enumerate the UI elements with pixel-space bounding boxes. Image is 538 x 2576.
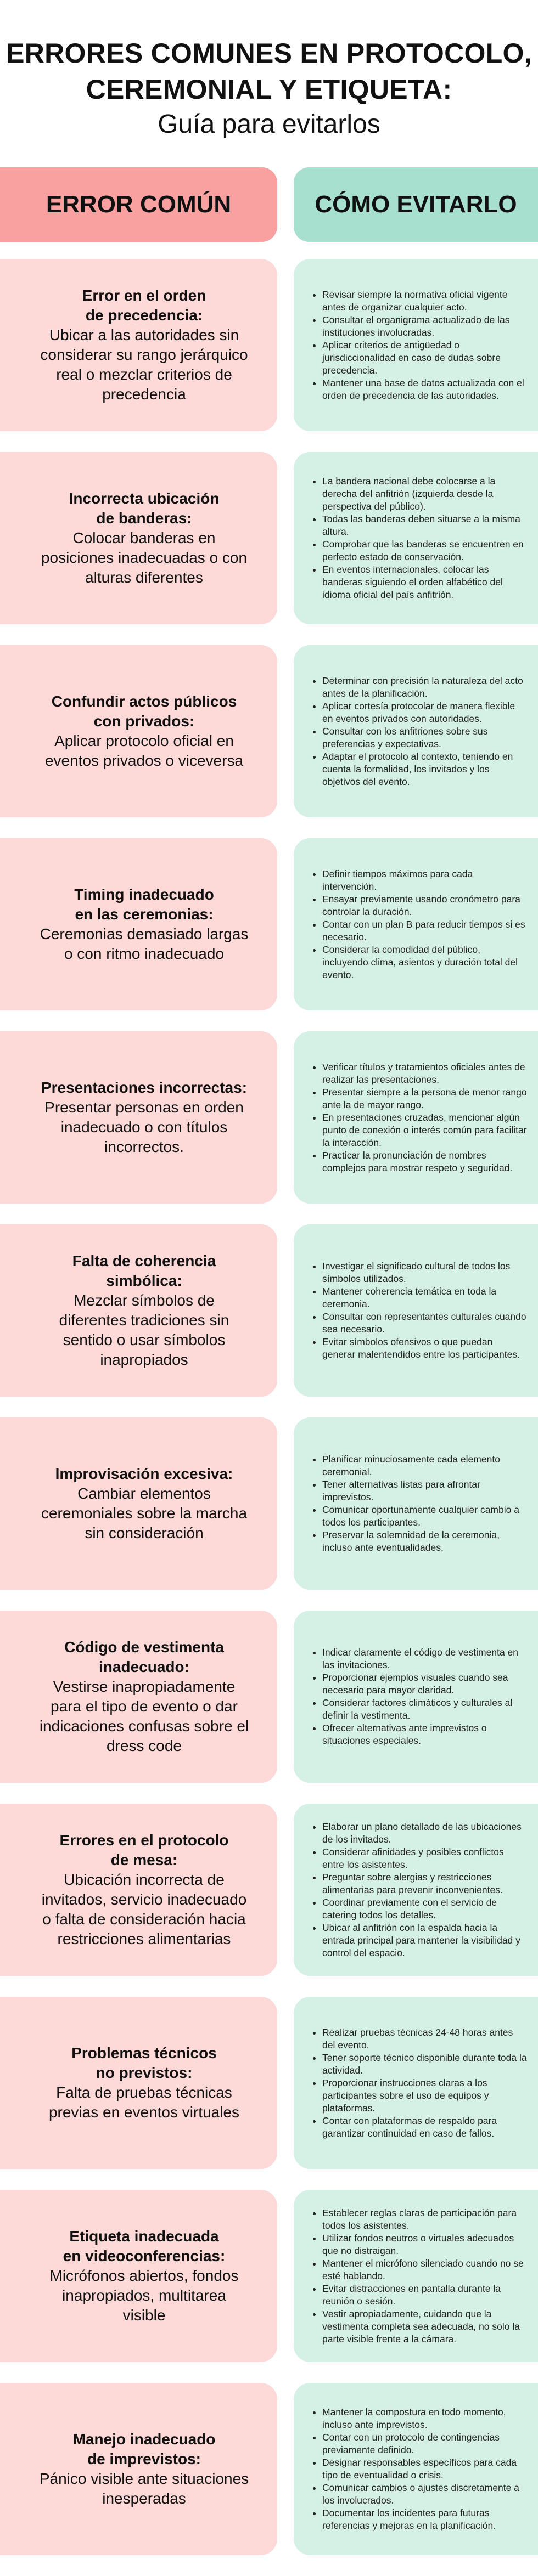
error-description: Falta de pruebas técnicas previas en eventos virtuales <box>48 2084 240 2121</box>
title-line-1: ERRORES COMUNES EN PROTOCOLO, <box>6 38 532 69</box>
solution-item: • Ensayar previamente usando cronómetro para controlar la duración. <box>322 893 528 918</box>
page-subtitle: Guía para evitarlos <box>158 110 380 139</box>
solution-card <box>294 1611 538 1783</box>
error-description: Ubicación incorrecta de invitados, servicio inadecuado o falta de consideración hacia restricciones alimentarias <box>41 1871 247 1947</box>
error-description: Ubicar a las autoridades sin considerar su rango jerárquico real o mezclar criterios de precedencia <box>40 326 248 403</box>
page-title <box>0 0 538 108</box>
error-card <box>0 645 277 817</box>
error-card <box>0 2190 277 2362</box>
error-card <box>0 1031 277 1204</box>
error-card <box>0 1611 277 1783</box>
solution-item: • Designar responsables específicos para cada tipo de eventualidad o crisis. <box>322 2456 528 2482</box>
solution-card <box>294 2190 538 2362</box>
rows-container <box>0 259 538 2576</box>
solution-card <box>294 259 538 431</box>
solution-item: • Considerar la comodidad del público, incluyendo clima, asientos y duración total del evento. <box>322 944 528 981</box>
error-card <box>0 1417 277 1590</box>
error-row <box>0 838 538 1010</box>
solution-list <box>308 1646 528 1747</box>
solution-item: • Comprobar que las banderas se encuentren en perfecto estado de conservación. <box>322 538 528 563</box>
solution-item: • Proporcionar ejemplos visuales cuando sea necesario para mayor claridad. <box>322 1671 528 1697</box>
error-title: Falta de coherencia simbólica: <box>72 1252 216 1289</box>
solution-item: • Comunicar oportunamente cualquier cambio a todos los participantes. <box>322 1504 528 1529</box>
solution-item: • Considerar afinidades y posibles conflictos entre los asistentes. <box>322 1846 528 1871</box>
error-description: Vestirse inapropiadamente para el tipo de evento o dar indicaciones confusas sobre el dress code <box>39 1678 249 1754</box>
solution-item: • Determinar con precisión la naturaleza del acto antes de la planificación. <box>322 675 528 700</box>
solution-card <box>294 1031 538 1204</box>
error-title: Problemas técnicos no previstos: <box>71 2044 217 2081</box>
solution-card <box>294 452 538 624</box>
column-header-error: ERROR COMÚN <box>0 167 277 242</box>
solution-item: • Todas las banderas deben situarse a la misma altura. <box>322 513 528 538</box>
error-description: Mezclar símbolos de diferentes tradiciones sin sentido o usar símbolos inapropiados <box>59 1292 229 1368</box>
error-row <box>0 259 538 431</box>
solution-card <box>294 1804 538 1976</box>
solution-item: • Consultar con los anfitriones sobre sus preferencias y expectativas. <box>322 725 528 750</box>
solution-item: • Establecer reglas claras de participación para todos los asistentes. <box>322 2207 528 2232</box>
solution-item: • Consultar el organigrama actualizado de las instituciones involucradas. <box>322 314 528 339</box>
solution-item: • Aplicar cortesía protocolar de manera flexible en eventos privados con autoridades. <box>322 700 528 725</box>
error-description: Presentar personas en orden inadecuado o con títulos incorrectos. <box>44 1099 244 1155</box>
solution-item: • Mantener la compostura en todo momento, incluso ante imprevistos. <box>322 2406 528 2431</box>
solution-item: • Tener soporte técnico disponible durante toda la actividad. <box>322 2052 528 2077</box>
solution-list <box>308 2207 528 2346</box>
error-title: Improvisación excesiva: <box>55 1465 233 1482</box>
solution-item: • Tener alternativas listas para afrontar imprevistos. <box>322 1478 528 1504</box>
error-card <box>0 259 277 431</box>
solution-item: • En presentaciones cruzadas, mencionar algún punto de conexión o interés común para facilitar la interacción. <box>322 1111 528 1149</box>
error-title: Presentaciones incorrectas: <box>41 1079 248 1096</box>
error-row <box>0 1031 538 1204</box>
solution-item: • Preservar la solemnidad de la ceremonia, incluso ante eventualidades. <box>322 1529 528 1554</box>
error-description: Cambiar elementos ceremoniales sobre la marcha sin consideración <box>41 1485 248 1541</box>
error-row <box>0 1997 538 2169</box>
solution-card <box>294 1417 538 1590</box>
error-title: Timing inadecuado en las ceremonias: <box>74 886 214 923</box>
solution-item: • Contar con un protocolo de contingencias previamente definido. <box>322 2431 528 2456</box>
error-title: Código de vestimenta inadecuado: <box>64 1639 224 1675</box>
column-headers <box>0 167 538 242</box>
solution-item: • Definir tiempos máximos para cada intervención. <box>322 868 528 893</box>
solution-item: • Practicar la pronunciación de nombres complejos para mostrar respeto y seguridad. <box>322 1149 528 1174</box>
solution-item: • Utilizar fondos neutros o virtuales adecuados que no distraigan. <box>322 2232 528 2257</box>
error-description: Colocar banderas en posiciones inadecuadas o con alturas diferentes <box>41 529 248 586</box>
solution-item: • Elaborar un plano detallado de las ubicaciones de los invitados. <box>322 1821 528 1846</box>
solution-item: • Consultar con representantes culturales cuando sea necesario. <box>322 1310 528 1336</box>
solution-item: • Ubicar al anfitrión con la espalda hacia la entrada principal para mantener la visibilidad y control del espacio. <box>322 1922 528 1959</box>
error-row <box>0 1417 538 1590</box>
error-card <box>0 452 277 624</box>
solution-card <box>294 1224 538 1397</box>
title-line-2: CEREMONIAL Y ETIQUETA: <box>86 74 452 105</box>
solution-item: • Realizar pruebas técnicas 24-48 horas antes del evento. <box>322 2026 528 2052</box>
solution-item: • Revisar siempre la normativa oficial vigente antes de organizar cualquier acto. <box>322 289 528 314</box>
error-title: Incorrecta ubicación de banderas: <box>69 490 220 527</box>
error-row <box>0 2383 538 2555</box>
header <box>0 0 538 158</box>
solution-item: • Investigar el significado cultural de todos los símbolos utilizados. <box>322 1260 528 1285</box>
error-row <box>0 1611 538 1783</box>
solution-item: • Documentar los incidentes para futuras referencias y mejoras en la planificación. <box>322 2507 528 2532</box>
solution-list <box>308 2406 528 2532</box>
error-card <box>0 2383 277 2555</box>
error-title: Error en el orden de precedencia: <box>82 287 206 324</box>
error-description: Micrófonos abiertos, fondos inapropiados, multitarea visible <box>49 2267 239 2324</box>
solution-list <box>308 1260 528 1361</box>
solution-item: • Proporcionar instrucciones claras a los participantes sobre el uso de equipos y plataformas. <box>322 2077 528 2115</box>
error-description: Pánico visible ante situaciones inesperadas <box>39 2470 249 2507</box>
error-row <box>0 452 538 624</box>
solution-card <box>294 1997 538 2169</box>
solution-list <box>308 868 528 981</box>
solution-item: • Coordinar previamente con el servicio de catering todos los detalles. <box>322 1896 528 1922</box>
solution-item: • Planificar minuciosamente cada elemento ceremonial. <box>322 1453 528 1478</box>
solution-item: • Indicar claramente el código de vestimenta en las invitaciones. <box>322 1646 528 1671</box>
solution-item: • Adaptar el protocolo al contexto, teniendo en cuenta la formalidad, los invitados y los objetivos del evento. <box>322 750 528 788</box>
error-description: Aplicar protocolo oficial en eventos privados o viceversa <box>44 732 244 769</box>
error-title: Etiqueta inadecuada en videoconferencias: <box>63 2228 226 2264</box>
solution-list <box>308 675 528 788</box>
solution-card <box>294 838 538 1010</box>
solution-item: • En eventos internacionales, colocar las banderas siguiendo el orden alfabético del idioma oficial del país anfitrión. <box>322 563 528 601</box>
solution-item: • Considerar factores climáticos y culturales al definir la vestimenta. <box>322 1697 528 1722</box>
error-title: Errores en el protocolo de mesa: <box>59 1832 229 1868</box>
solution-list <box>308 1061 528 1174</box>
error-title: Manejo inadecuado de imprevistos: <box>72 2431 216 2467</box>
error-title: Confundir actos públicos con privados: <box>51 693 237 730</box>
solution-card <box>294 2383 538 2555</box>
error-card <box>0 1224 277 1397</box>
error-row <box>0 2190 538 2362</box>
solution-item: • Evitar símbolos ofensivos o que puedan generar malentendidos entre los participantes. <box>322 1336 528 1361</box>
solution-item: • Preguntar sobre alergias y restricciones alimentarias para prevenir inconvenientes. <box>322 1871 528 1896</box>
solution-item: • Contar con un plan B para reducir tiempos si es necesario. <box>322 918 528 944</box>
solution-item: • Evitar distracciones en pantalla durante la reunión o sesión. <box>322 2283 528 2308</box>
error-row <box>0 1804 538 1976</box>
error-card <box>0 1804 277 1976</box>
error-row <box>0 1224 538 1397</box>
solution-item: • Contar con plataformas de respaldo para garantizar continuidad en caso de fallos. <box>322 2115 528 2140</box>
solution-item: • Vestir apropiadamente, cuidando que la vestimenta completa sea adecuada, no solo la parte visible frente a la cámara. <box>322 2308 528 2346</box>
column-header-solution: CÓMO EVITARLO <box>294 167 538 242</box>
solution-item: • Presentar siempre a la persona de menor rango ante la de mayor rango. <box>322 1086 528 1111</box>
solution-list <box>308 2026 528 2140</box>
solution-item: • Mantener el micrófono silenciado cuando no se esté hablando. <box>322 2257 528 2283</box>
solution-item: • Verificar títulos y tratamientos oficiales antes de realizar las presentaciones. <box>322 1061 528 1086</box>
solution-item: • Aplicar criterios de antigüedad o jurisdiccionalidad en caso de dudas sobre precedencia. <box>322 339 528 377</box>
error-description: Ceremonias demasiado largas o con ritmo inadecuado <box>40 925 249 962</box>
error-card <box>0 838 277 1010</box>
solution-item: • Mantener una base de datos actualizada con el orden de precedencia de las autoridades. <box>322 377 528 402</box>
error-row <box>0 645 538 817</box>
solution-list <box>308 475 528 601</box>
solution-card <box>294 645 538 817</box>
solution-item: • Ofrecer alternativas ante imprevistos o situaciones especiales. <box>322 1722 528 1747</box>
solution-item: • Mantener coherencia temática en toda la ceremonia. <box>322 1285 528 1310</box>
solution-list <box>308 289 528 402</box>
solution-list <box>308 1453 528 1554</box>
solution-item: • La bandera nacional debe colocarse a la derecha del anfitrión (izquierda desde la perspectiva del público). <box>322 475 528 513</box>
solution-list <box>308 1821 528 1959</box>
solution-item: • Comunicar cambios o ajustes discretamente a los involucrados. <box>322 2482 528 2507</box>
error-card <box>0 1997 277 2169</box>
